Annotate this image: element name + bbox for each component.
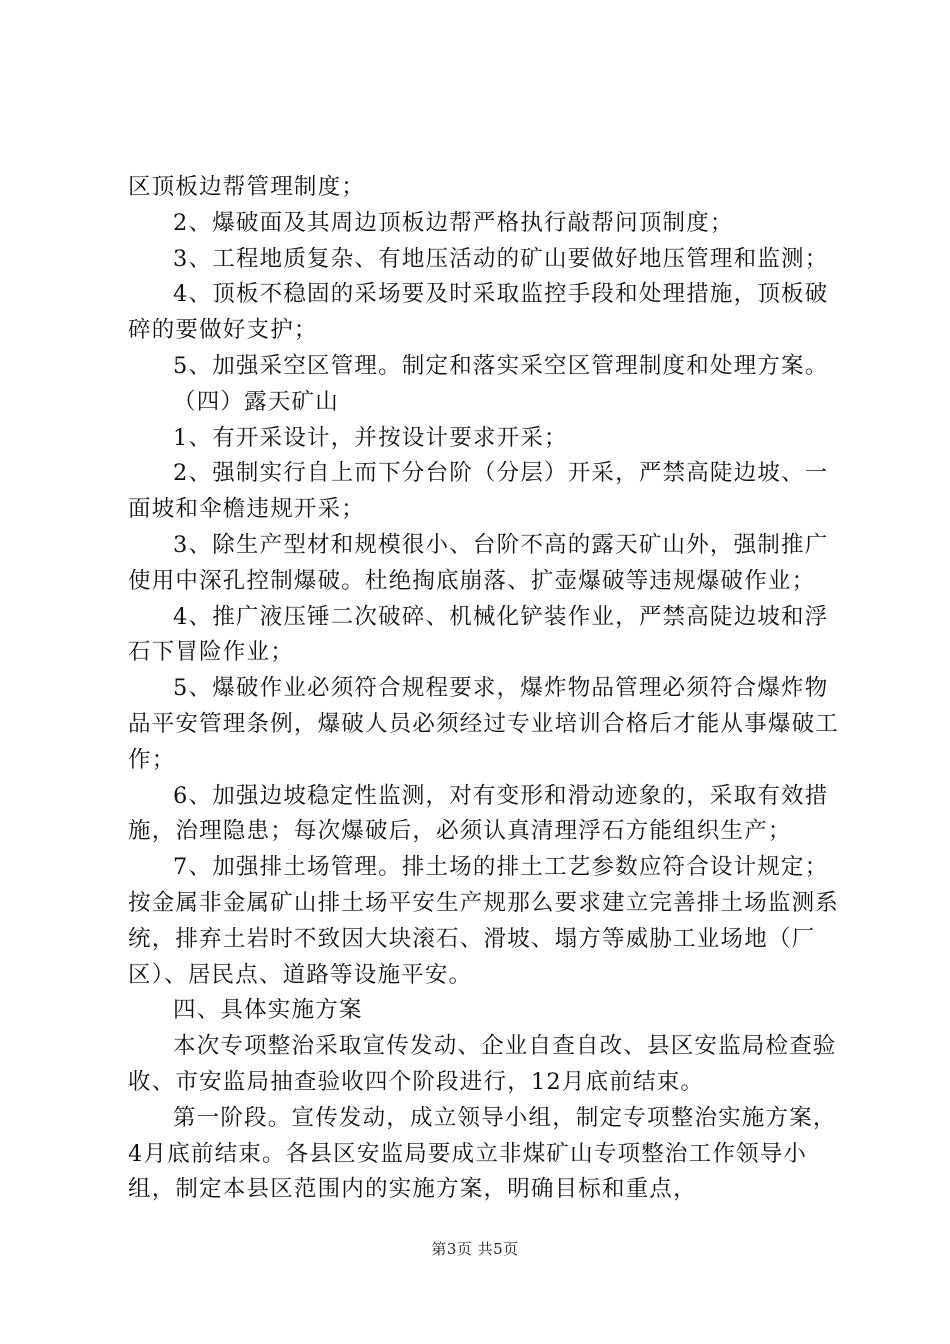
page-footer: 第3页 共5页	[431, 1240, 519, 1258]
document-body	[128, 170, 840, 1208]
paragraph: 3、除生产型材和规模很小、台阶不高的露天矿山外，强制推广使用中深孔控制爆破。杜绝掏底崩落、扩壶爆破等违规爆破作业；	[128, 531, 829, 594]
paragraph: 本次专项整治采取宣传发动、企业自查自改、县区安监局检查验收、市安监局抽查验收四个阶段进行，12月底前结束。	[128, 1033, 837, 1095]
paragraph: 6、加强边坡稳定性监测，对有变形和滑动迹象的，采取有效措施，治理隐患；每次爆破后，必须认真清理浮石方能组织生产；	[128, 782, 829, 845]
paragraph: 1、有开采设计，并按设计要求开采；	[173, 424, 568, 451]
paragraph: 四、具体实施方案	[173, 997, 363, 1024]
paragraph: 3、工程地质复杂、有地压活动的矿山要做好地压管理和监测；	[173, 245, 829, 272]
paragraph: 7、加强排土场管理。排土场的排土工艺参数应符合设计规定；按金属非金属矿山排土场平安生产规那么要求建立完善排土场监测系统，排弃土岩时不致因大块滚石、滑坡、塌方等威胁工业场地（厂区）、居民点、道路等设施平安。	[128, 854, 840, 988]
paragraph: 区顶板边帮管理制度；	[128, 174, 366, 200]
paragraph: （四）露天矿山	[173, 388, 339, 415]
paragraph: 5、加强采空区管理。制定和落实采空区管理制度和处理方案。	[173, 352, 829, 379]
paragraph: 第一阶段。宣传发动，成立领导小组，制定专项整治实施方案，4月底前结束。各县区安监局要成立非煤矿山专项整治工作领导小组，制定本县区范围内的实施方案，明确目标和重点，	[128, 1104, 837, 1203]
paragraph: 4、推广液压锤二次破碎、机械化铲装作业，严禁高陡边坡和浮石下冒险作业；	[128, 603, 829, 666]
paragraph: 2、爆破面及其周边顶板边帮严格执行敲帮问顶制度；	[173, 209, 734, 236]
paragraph: 4、顶板不稳固的采场要及时采取监控手段和处理措施，顶板破碎的要做好支护；	[128, 281, 829, 344]
paragraph: 5、爆破作业必须符合规程要求，爆炸物品管理必须符合爆炸物品平安管理条例，爆破人员必须经过专业培训合格后才能从事爆破工作；	[128, 675, 840, 773]
paragraph: 2、强制实行自上而下分台阶（分层）开采，严禁高陡边坡、一面坡和伞檐违规开采；	[128, 460, 829, 523]
